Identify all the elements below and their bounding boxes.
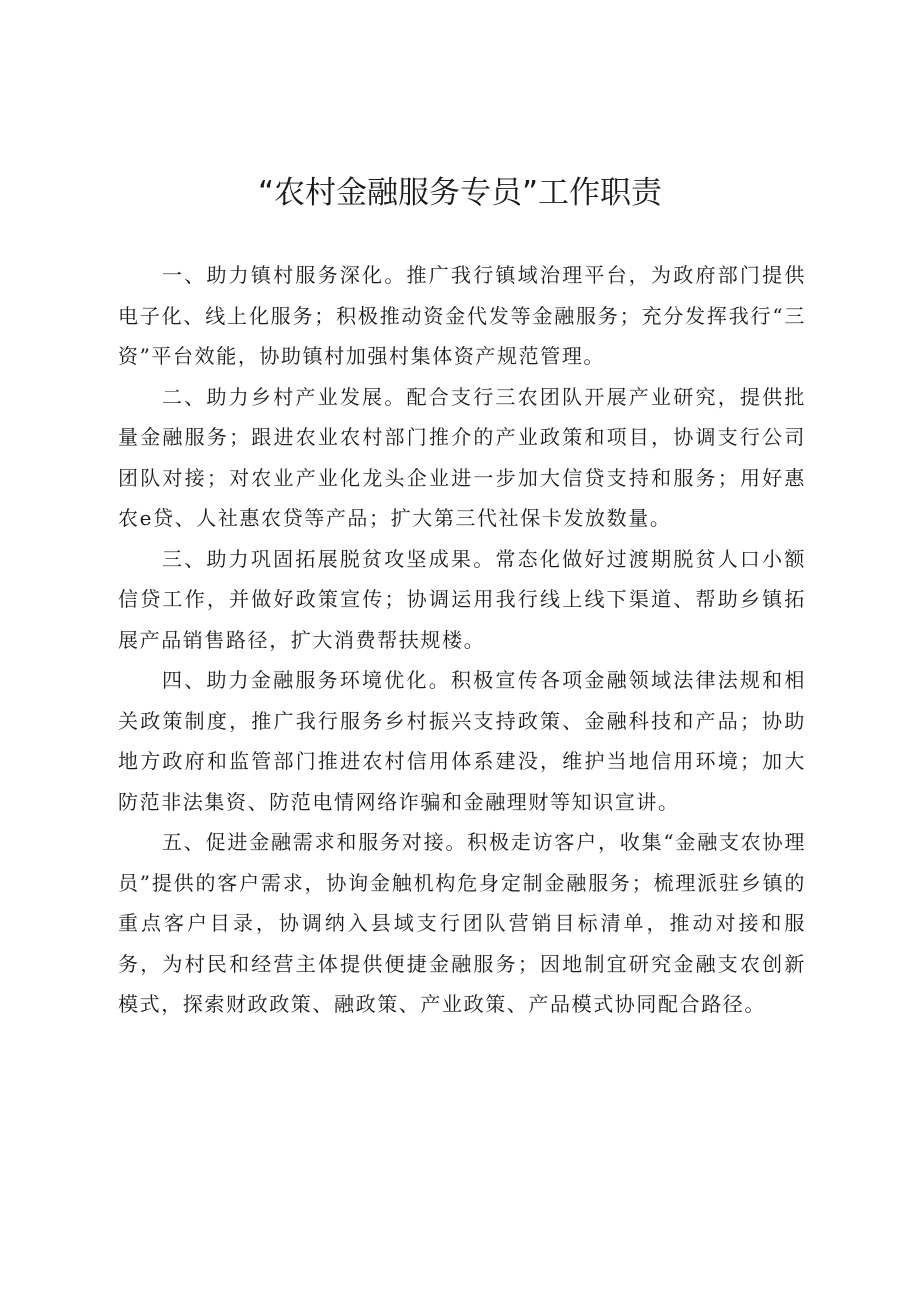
paragraph-3: 三、助力巩固拓展脱贫攻坚成果。常态化做好过渡期脱贫人口小额信贷工作，并做好政策宣传；协调运用我行线上线下渠道、帮助乡镇拓展产品销售路径，扩大消费帮扶规楼。 bbox=[118, 546, 806, 652]
paragraph-2: 二、助力乡村产业发展。配合支行三农团队开展产业研究，提供批量金融服务；跟进农业农村部门推介的产业政策和项目，协调支行公司团队对接；对农业产业化龙头企业进一步加大信贷支持和服务；用好惠农e贷、人社惠农贷等产品；扩大第三代社保卡发放数量。 bbox=[118, 384, 806, 530]
document-title: “农村金融服务专员”工作职责 bbox=[257, 175, 663, 211]
paragraph-1: 一、助力镇村服务深化。推广我行镇域治理平台，为政府部门提供电子化、线上化服务；积极推动资金代发等金融服务；充分发挥我行“三资”平台效能，协助镇村加强村集体资产规范管理。 bbox=[118, 263, 806, 368]
paragraph-5: 五、促进金融需求和服务对接。积极走访客户，收集“金融支农协理员”提供的客户需求，协询金触机构危身定制金融服务；梳理派驻乡镇的重点客户目录，协调纳入县域支行团队营销目标清单，推动对接和服务，为村民和经营主体提供便捷金融服务；因地制宜研究金融支农创新模式，探索财政政策、融政策、产业政策、产品模式协同配合路径。 bbox=[118, 830, 806, 1016]
document-body bbox=[118, 255, 806, 1025]
paragraph-4: 四、助力金融服务环境优化。积极宣传各项金融领域法律法规和相关政策制度，推广我行服务乡村振兴支持政策、金融科技和产品；协助地方政府和监管部门推进农村信用体系建没，维护当地信用环境；加大防范非法集资、防范电情网络诈骗和金融理财等知识宣讲。 bbox=[118, 668, 806, 814]
